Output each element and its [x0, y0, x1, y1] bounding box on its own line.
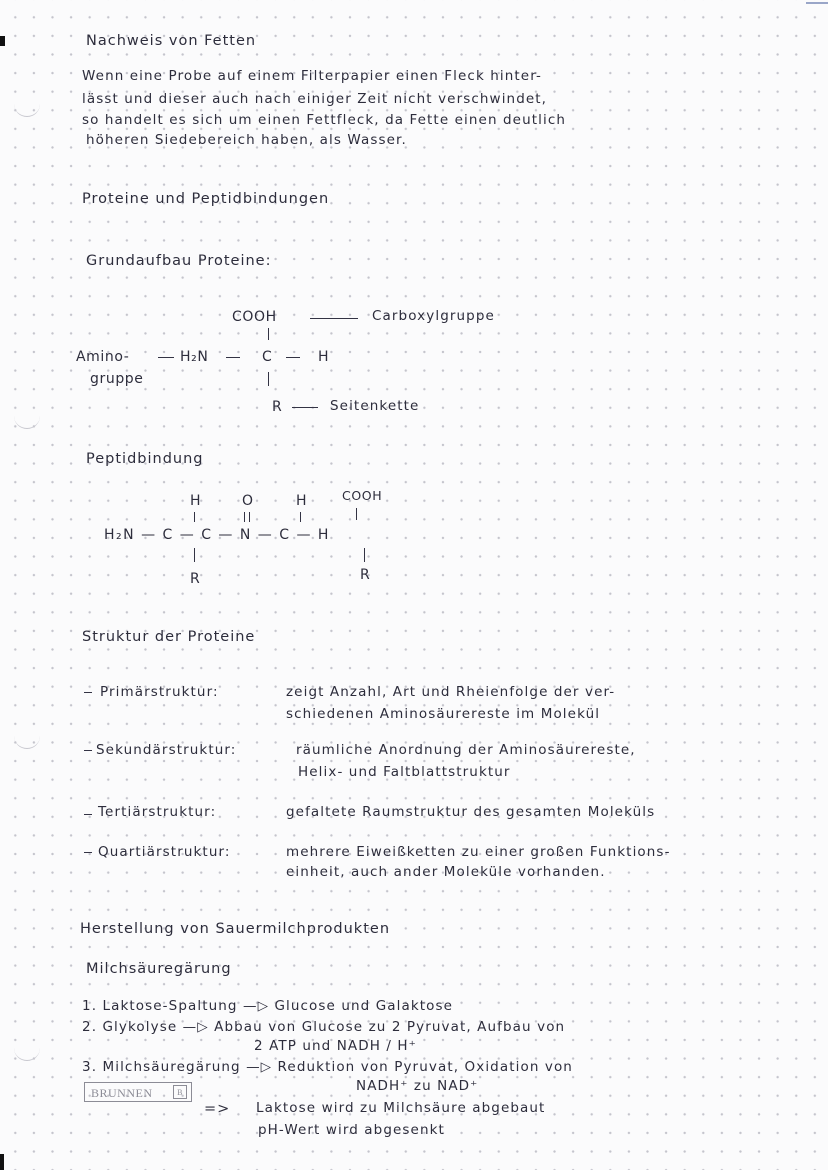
bond-line: [364, 548, 365, 562]
bond-line: [268, 328, 269, 340]
alpha-carbon: C: [262, 349, 273, 365]
fat-test-line: so handelt es sich um einen Fettfleck, da Fette einen deutlich: [82, 112, 566, 128]
peptide-top-cooh: COOH: [342, 488, 383, 503]
fat-test-line: Wenn eine Probe auf einem Filterpapier einen Fleck hinter-: [82, 68, 542, 84]
structure-term: Tertiärstruktur:: [98, 804, 217, 820]
brunnen-logo-text: BRUNNEN: [91, 1086, 153, 1100]
structure-description: räumliche Anordnung der Aminosäurereste,: [296, 742, 636, 758]
peptide-top-o: O: [242, 493, 254, 509]
bond-line: [194, 548, 195, 562]
carboxyl-label: Carboxylgruppe: [372, 308, 495, 324]
bond-line: [226, 357, 240, 358]
fat-test-line: lässt und dieser auch nach einiger Zeit nicht verschwindet,: [82, 91, 548, 107]
side-chain-label: Seitenkette: [330, 398, 420, 414]
bullet-dash: [84, 814, 92, 815]
bond-line: [292, 407, 318, 408]
amino-label: gruppe: [90, 371, 144, 387]
bullet-dash: [84, 852, 92, 853]
bond-line: [286, 357, 300, 358]
structure-term: Sekundärstruktur:: [96, 742, 237, 758]
peptide-r-group: R: [360, 567, 371, 583]
conclusion-line: Laktose wird zu Milchsäure abgebaut: [256, 1100, 546, 1116]
peptide-top-h: H: [296, 493, 308, 509]
bond-line: [194, 512, 195, 522]
structure-description: Helix- und Faltblattstruktur: [298, 764, 511, 780]
basic-structure-heading: Grundaufbau Proteine:: [86, 253, 272, 269]
bond-line: [268, 372, 269, 386]
structure-description: gefaltete Raumstruktur des gesamten Moleküls: [286, 804, 656, 820]
conclusion-line: pH-Wert wird abgesenkt: [258, 1122, 445, 1138]
bond-line: [158, 357, 174, 358]
h2n-group: H₂N: [180, 349, 209, 365]
punch-hole-mark: [14, 734, 40, 749]
bullet-dash: [84, 692, 92, 693]
r-group: R: [272, 399, 283, 415]
structure-description: mehrere Eiweißketten zu einer großen Funktions-: [286, 844, 671, 860]
bond-line: [356, 508, 357, 520]
page-edge-mark: [0, 1154, 4, 1170]
cooh-group: COOH: [232, 309, 277, 325]
proteins-heading: Proteine und Peptidbindungen: [82, 191, 330, 207]
bond-line: [300, 512, 301, 522]
page-corner-line: [806, 2, 828, 4]
brunnen-logo: [84, 1082, 192, 1102]
structure-description: zeigt Anzahl, Art und Rheienfolge der ver-: [286, 684, 616, 700]
hydrogen-atom: H: [318, 349, 330, 365]
structure-description: schiedenen Aminosäurereste im Molekül: [286, 706, 601, 722]
amino-label: Amino-: [76, 349, 130, 365]
brunnen-logo-mark: B: [173, 1085, 187, 1099]
page-edge-mark: [0, 36, 5, 46]
bullet-dash: [84, 750, 92, 751]
fermentation-step: 2. Glykolyse —▷ Abbau von Glucose zu 2 Pyruvat, Aufbau von: [82, 1019, 566, 1035]
lactic-fermentation-heading: Milchsäuregärung: [86, 961, 232, 977]
peptide-r-group: R: [190, 571, 201, 587]
bond-line: [249, 512, 250, 522]
fermentation-step: 3. Milchsäuregärung —▷ Reduktion von Pyruvat, Oxidation von: [82, 1059, 573, 1075]
conclusion-arrow: =>: [204, 1101, 231, 1117]
fat-test-line: höheren Siedebereich haben, als Wasser.: [86, 132, 407, 148]
bond-line: [244, 512, 245, 522]
fermentation-step: NADH⁺ zu NAD⁺: [356, 1078, 479, 1094]
bond-line: [310, 318, 358, 319]
peptide-main-chain: H₂N — C — C — N — C — H: [104, 527, 330, 543]
structure-term: Quartiärstruktur:: [98, 844, 231, 860]
fermentation-step: 1. Laktose-Spaltung —▷ Glucose und Galaktose: [82, 998, 454, 1014]
protein-structure-heading: Struktur der Proteine: [82, 629, 256, 645]
fat-test-heading: Nachweis von Fetten: [86, 33, 257, 49]
sour-milk-heading: Herstellung von Sauermilchprodukten: [80, 921, 391, 937]
structure-description: einheit, auch ander Moleküle vorhanden.: [286, 864, 606, 880]
peptide-top-h: H: [190, 493, 202, 509]
punch-hole-mark: [14, 1046, 40, 1061]
punch-hole-mark: [14, 414, 40, 429]
peptide-bond-heading: Peptidbindung: [86, 451, 204, 467]
structure-term: Primärstruktur:: [100, 684, 219, 700]
punch-hole-mark: [14, 102, 40, 117]
fermentation-step: 2 ATP und NADH / H⁺: [254, 1038, 417, 1054]
